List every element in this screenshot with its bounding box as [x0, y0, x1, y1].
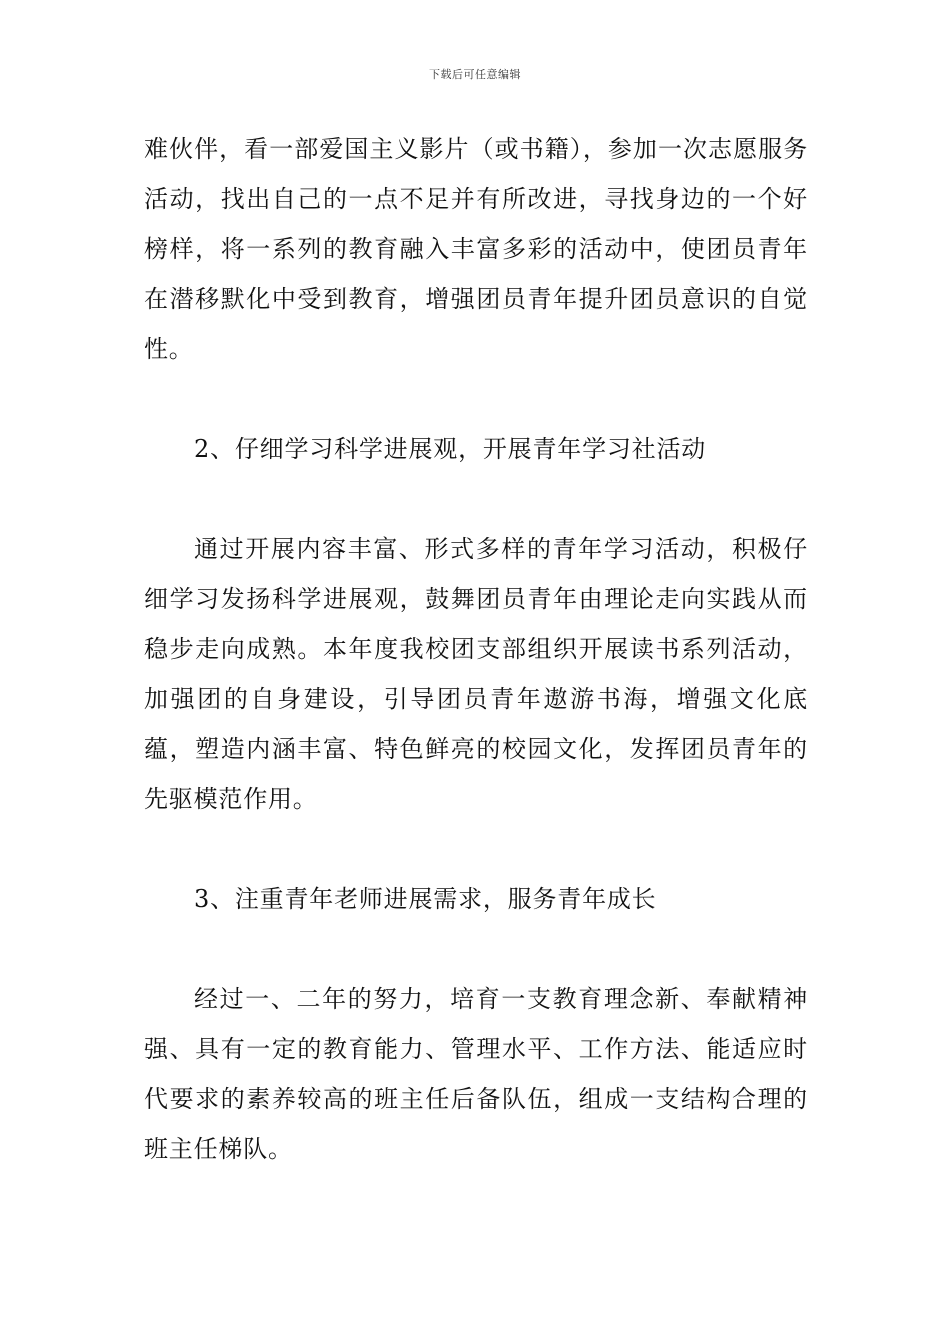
header-note: 下载后可任意编辑 [429, 68, 521, 81]
section-heading-2: 2、仔细学习科学进展观，开展青年学习社活动 [194, 435, 707, 463]
spacer [144, 474, 808, 524]
spacer [144, 824, 808, 874]
paragraph-section-2: 通过开展内容丰富、形式多样的青年学习活动，积极仔细学习发扬科学进展观，鼓舞团员青年由理论走向实践从而稳步走向成熟。本年度我校团支部组织开展读书系列活动，加强团的自身建设，引导团员青年遨游书海，增强文化底蕴，塑造内涵丰富、特色鲜亮的校园文化，发挥团员青年的先驱模范作用。 [144, 535, 808, 813]
paragraph-section-3: 经过一、二年的努力，培育一支教育理念新、奉献精神强、具有一定的教育能力、管理水平、工作方法、能适应时代要求的素养较高的班主任后备队伍，组成一支结构合理的班主任梯队。 [144, 985, 808, 1163]
section-heading-3: 3、注重青年老师进展需求，服务青年成长 [194, 885, 657, 913]
spacer [144, 374, 808, 424]
spacer [144, 924, 808, 974]
document-body [144, 124, 808, 1174]
paragraph-continuation: 难伙伴，看一部爱国主义影片（或书籍），参加一次志愿服务活动，找出自己的一点不足并有所改进，寻找身边的一个好榜样，将一系列的教育融入丰富多彩的活动中，使团员青年在潜移默化中受到教育，增强团员青年提升团员意识的自觉性。 [144, 135, 808, 363]
